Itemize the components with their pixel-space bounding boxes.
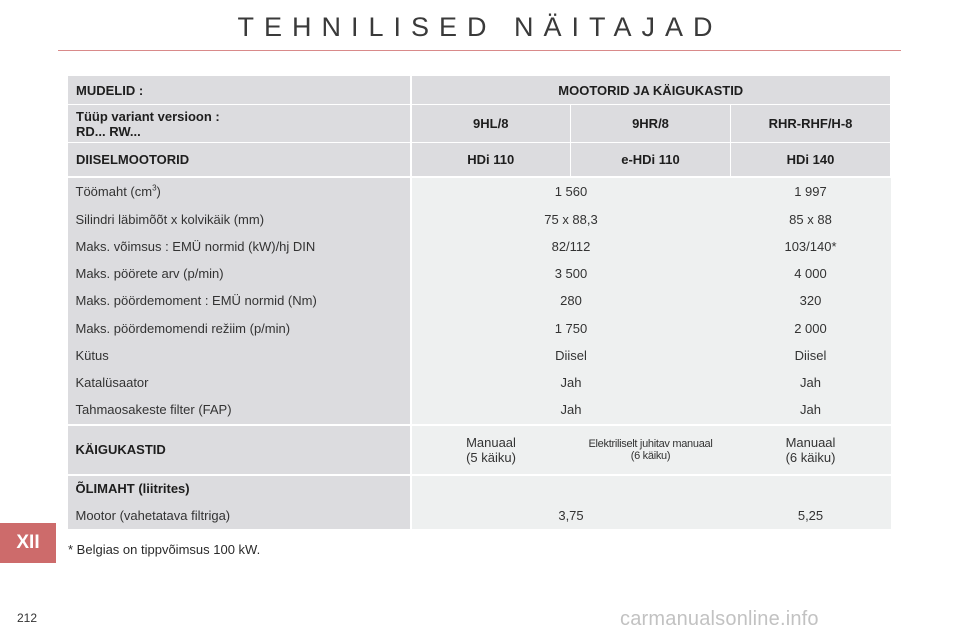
spec-value-hdi110: 82/112 [411,233,731,260]
diesel-label: DIISELMOOTORID [68,143,411,177]
title-divider [58,50,901,51]
spec-label: Maks. võimsus : EMÜ normid (kW)/hj DIN [68,233,411,260]
spec-value-hdi110: 1 560 [411,177,731,206]
spec-row [68,342,891,369]
models-label: MUDELID : [68,76,411,105]
watermark: carmanualsonline.info [620,608,819,630]
spec-row [68,315,891,342]
oil-engine-label: Mootor (vahetatava filtriga) [68,502,411,529]
engine-name: e-HDi 110 [571,143,731,177]
spec-value-hdi140: Jah [731,369,891,396]
engine-name: HDi 110 [411,143,571,177]
spec-label: Silindri läbimõõt x kolvikäik (mm) [68,206,411,233]
spec-value-hdi140: 320 [731,287,891,315]
spec-value-hdi110: Jah [411,369,731,396]
spec-value-hdi110: 1 750 [411,315,731,342]
page-title: TEHNILISED NÄITAJAD [237,12,723,42]
spec-label: Maks. pöördemomendi režiim (p/min) [68,315,411,342]
variant-code: RHR-RHF/H-8 [731,105,891,143]
variant-label-line2: RD... RW... [76,123,141,139]
spec-label: Kütus [68,342,411,369]
engines-gearbox-header: MOOTORID JA KÄIGUKASTID [411,76,891,105]
footnote: * Belgias on tippvõimsus 100 kW. [68,542,261,557]
spec-label: Töömaht $(cm^3)$ [68,177,411,206]
oil-value-hdi110: 3,75 [411,502,731,529]
gearbox-value-line1: Manuaal [785,434,836,450]
spec-value-hdi140: 4 000 [731,260,891,287]
gearbox-value-line1: Manuaal [466,434,516,450]
spec-value-hdi110: Jah [411,396,731,425]
chapter-tab: XII [0,523,56,563]
table-header-row [68,76,891,105]
spec-row [68,369,891,396]
gearbox-value-line1: Elektriliselt juhitav manuaal [588,437,713,450]
gearbox-value [731,425,891,475]
spec-row [68,233,891,260]
page-number: 212 [17,611,38,625]
spec-row [68,206,891,233]
diesel-row [68,143,891,177]
gearbox-label: KÄIGUKASTID [68,425,411,475]
variant-code: 9HR/8 [571,105,731,143]
oil-header-row [68,475,891,502]
spec-value-hdi140: 85 x 88 [731,206,891,233]
engine-spec-table [67,75,891,529]
spec-label: Katalüsaator [68,369,411,396]
spec-value-hdi110: 75 x 88,3 [411,206,731,233]
oil-empty-cell [731,475,891,502]
spec-value-hdi140: 2 000 [731,315,891,342]
spec-row [68,260,891,287]
gearbox-value [571,425,731,475]
oil-value-hdi140: 5,25 [731,502,891,529]
spec-label: Maks. pöörete arv (p/min) [68,260,411,287]
spec-value-hdi140: 103/140* [731,233,891,260]
oil-row [68,502,891,529]
spec-row [68,396,891,425]
variant-label-line1: Tüüp variant versioon : [76,108,220,124]
spec-value-hdi140: Jah [731,396,891,425]
gearbox-row [68,425,891,475]
spec-row [68,287,891,315]
gearbox-value-line2: (6 käiku) [785,449,836,465]
variant-code: 9HL/8 [411,105,571,143]
spec-value-hdi110: Diisel [411,342,731,369]
variant-label [68,105,411,143]
spec-value-hdi140: 1 997 [731,177,891,206]
oil-capacity-label: ÕLIMAHT (liitrites) [68,475,411,502]
oil-empty-cell [411,475,731,502]
gearbox-value-line2: (6 käiku) [630,449,671,462]
spec-value-hdi110: 3 500 [411,260,731,287]
variant-row [68,105,891,143]
gearbox-value [411,425,571,475]
spec-label: Tahmaosakeste filter (FAP) [68,396,411,425]
spec-value-hdi140: Diisel [731,342,891,369]
engine-name: HDi 140 [731,143,891,177]
spec-row [68,177,891,206]
gearbox-value-line2: (5 käiku) [466,449,516,465]
spec-label: Maks. pöördemoment : EMÜ normid (Nm) [68,287,411,315]
spec-value-hdi110: 280 [411,287,731,315]
